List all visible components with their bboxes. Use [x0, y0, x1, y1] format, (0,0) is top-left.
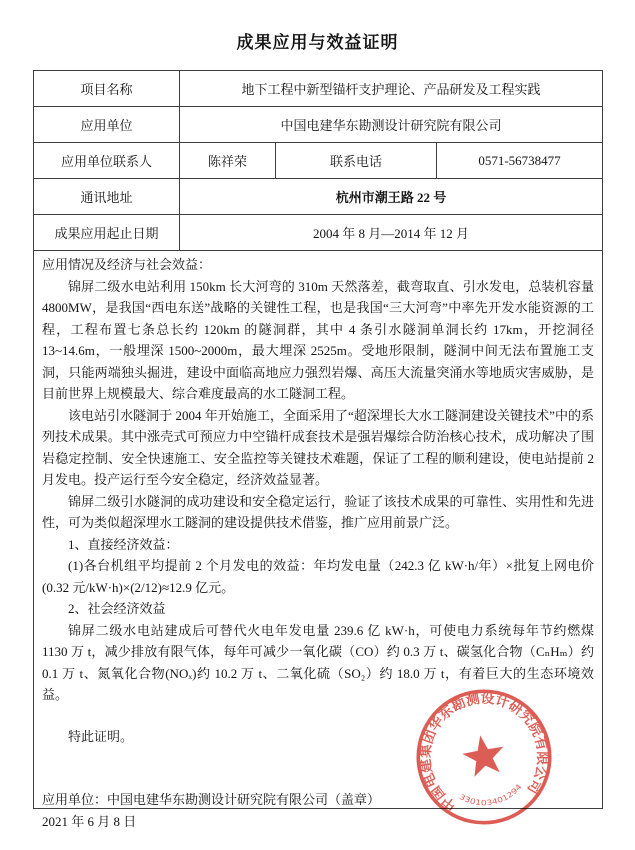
signature-unit-line: 应用单位：中国电建华东勘测设计研究院有限公司（盖章）: [42, 792, 381, 807]
application-dates-value: 2004 年 8 月—2014 年 12 月: [179, 215, 602, 250]
page-title: 成果应用与效益证明: [236, 33, 399, 52]
closing-statement: 特此证明。: [68, 728, 134, 744]
table-row: [34, 143, 602, 179]
table-row: [34, 71, 602, 107]
application-unit-label: 应用单位: [80, 118, 133, 133]
table-row: [34, 107, 602, 143]
signature-date: 2021 年 6 月 8 日: [42, 813, 137, 829]
address-label: 通讯地址: [80, 190, 133, 205]
table-row: [34, 215, 602, 251]
section-heading: 应用情况及经济与社会效益：: [42, 257, 212, 272]
paragraph-technology-application: 该电站引水隧洞于 2004 年开始施工，全面采用了“超深埋长大水工隧洞建设关键技术”中的系列技术成果。其中涨壳式可预应力中空锚杆成套技术是强岩爆综合防治核心技术，成功解决了围岩稳定控制、安全快速施工、安全监控等关键技术难题，保证了工程的顺利建设，使电站提前 2 月发电。投产运行至今安全稳定，经济效益显著。: [42, 407, 594, 487]
contact-phone-value: 0571-56738477: [436, 143, 602, 178]
social-benefit-heading: 2、社会经济效益: [68, 601, 166, 616]
paragraph-validation: 锦屏二级引水隧洞的成功建设和安全稳定运行，验证了该技术成果的可靠性、实用性和先进性，可为类似超深埋水工隧洞的建设提供技术借鉴，推广应用前景广泛。: [42, 493, 594, 530]
address-value: 杭州市潮王路 22 号: [179, 179, 602, 214]
table-row: [34, 179, 602, 215]
benefit-description-cell: [34, 251, 602, 829]
direct-benefit-text: (1)各台机组平均提前 2 个月发电的效益：年均发电量（242.3 亿 kW·h/年）×批复上网电价(0.32 元/kW·h)×(2/12)≈12.9 亿元。: [42, 558, 594, 595]
certificate-table: [33, 70, 603, 829]
signature-block: [42, 789, 594, 832]
seal-serial-number: 330103401294: [457, 783, 523, 808]
contact-person-name: 陈祥荣: [179, 143, 275, 178]
contact-person-label: 应用单位联系人: [60, 154, 152, 169]
contact-phone-label: 联系电话: [275, 143, 436, 178]
direct-benefit-heading: 1、直接经济效益：: [68, 536, 179, 552]
application-unit-value: 中国电建华东勘测设计研究院有限公司: [179, 107, 602, 142]
project-name-label: 项目名称: [80, 82, 133, 97]
seal-ring-text: 中国电建集团华东勘测设计研究院有限公司: [418, 691, 550, 813]
application-dates-label: 成果应用起止日期: [54, 226, 159, 241]
project-name-value: 地下工程中新型锚杆支护理论、产品研发及工程实践: [179, 71, 602, 106]
social-benefit-text: 锦屏二级水电站建成后可替代火电年发电量 239.6 亿 kW·h，可使电力系统每年节约燃煤 1130 万 t，减少排放有限气体，每年可减少一氧化碳（CO）约 0.3 万 t、碳氢化合物（CₙHₘ）约 0.1 万 t、氮氧化合物(NOₓ)约 10.2 万 t、二氧化硫（SO₂）约 18.0 万 t，有着巨大的生态环境效益。: [42, 622, 594, 702]
paragraph-project-overview: 锦屏二级水电站利用 150km 长大河弯的 310m 天然落差，截弯取直、引水发电，总装机容量 4800MW，是我国“西电东送”战略的关键性工程，也是我国“三大河弯”中率先开发水能资源的工程，工程布置七条总长约 120km 的隧洞群，其中 4 条引水隧洞单洞长约 17km，开挖洞径 13~14.6m，一般埋深 1500~2000m，最大埋深 2525m。受地形限制，隧洞中间无法布置施工支洞，只能两端独头掘进，建设中面临高地应力强烈岩爆、高压大流量突涌水等地质灾害威胁，是目前世界上规模最大、综合难度最高的水工隧洞工程。: [42, 278, 594, 401]
